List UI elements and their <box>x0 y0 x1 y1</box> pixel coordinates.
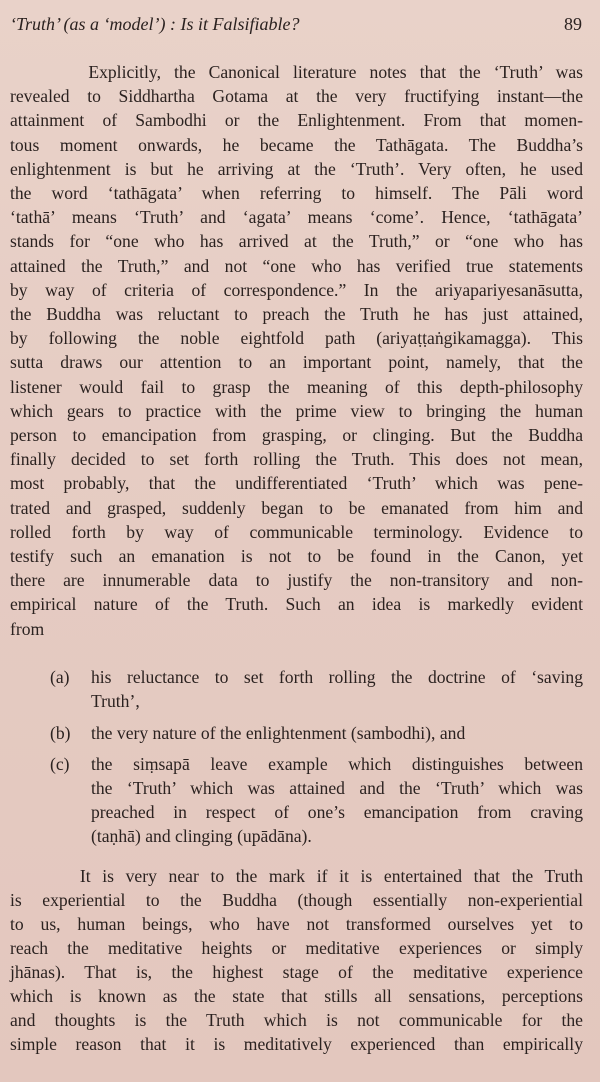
paragraph-line: reach the meditative heights or meditative experiences or simply <box>10 938 583 958</box>
chapter-title: ‘Truth’ (as a ‘model’) : Is it Falsifiable? <box>10 14 300 34</box>
list-item-label: (a) <box>50 667 70 687</box>
paragraph-line: is experiential to the Buddha (though essentially non-experiential <box>10 890 583 910</box>
list-item-line: the very nature of the enlightenment (sambodhi), and <box>91 723 466 743</box>
paragraph-line: from <box>10 618 45 639</box>
paragraph-line: there are innumerable data to justify the non-transitory and non- <box>10 570 583 591</box>
paragraph-line: most probably, that the undifferentiated ‘Truth’ which was pene- <box>10 473 583 494</box>
paragraph-line: listener would fail to grasp the meaning of this depth-philosophy <box>10 376 583 397</box>
paragraph-line: stands for “one who has arrived at the Truth,” or “one who has <box>10 231 583 252</box>
list-item-line: Truth’, <box>91 691 140 711</box>
paragraph-line: attainment of Sambodhi or the Enlightenment. From that momen- <box>10 110 583 131</box>
paragraph-line: It is very near to the mark if it is entertained that the Truth <box>10 866 583 886</box>
paragraph-line: sutta draws our attention to an important point, namely, that the <box>10 352 583 373</box>
paragraph-line: Explicitly, the Canonical literature notes that the ‘Truth’ was <box>10 62 583 82</box>
paragraph-line: jhānas). That is, the highest stage of the meditative experience <box>10 962 583 982</box>
running-header <box>10 14 582 40</box>
paragraph-line: finally decided to set forth rolling the Truth. This does not mean, <box>10 449 583 470</box>
paragraph-line: empirical nature of the Truth. Such an idea is markedly evident <box>10 594 583 615</box>
paragraph-line: which gears to practice with the prime view to bringing the human <box>10 400 583 421</box>
paragraph-line: the word ‘tathāgata’ when referring to himself. The Pāli word <box>10 183 583 203</box>
paragraph-line: and thoughts is the Truth which is not communicable for the <box>10 1010 583 1030</box>
page-number: 89 <box>564 14 582 34</box>
list-item-label: (b) <box>50 723 71 743</box>
paragraph-line: person to emancipation from grasping, or clinging. But the Buddha <box>10 425 583 445</box>
paragraph-line: tous moment onwards, he became the Tathāgata. The Buddha’s <box>10 134 583 155</box>
paragraph-line: attained the Truth,” and not “one who has verified true statements <box>10 255 583 276</box>
paragraph-line: the Buddha was reluctant to preach the Truth he has just attained, <box>10 304 583 324</box>
paragraph-line: ‘tathā’ means ‘Truth’ and ‘agata’ means ‘come’. Hence, ‘tathāgata’ <box>10 207 583 228</box>
list-item-line: preached in respect of one’s emancipation from craving <box>91 802 583 822</box>
paragraph-line: revealed to Siddhartha Gotama at the very fructifying instant—the <box>10 86 583 107</box>
paragraph-line: testify such an emanation is not to be found in the Canon, yet <box>10 546 583 566</box>
paragraph-line: simple reason that it is meditatively experienced than empirically <box>10 1034 583 1054</box>
paragraph-line: by following the noble eightfold path (ariyaṭṭaṅgikamagga). This <box>10 328 583 349</box>
list-item-line: the siṃsapā leave example which distinguishes between <box>91 754 583 774</box>
paragraph-line: rolled forth by way of communicable terminology. Evidence to <box>10 521 583 542</box>
list-item-line: (taṇhā) and clinging (upādāna). <box>91 826 312 846</box>
paragraph-line: enlightenment is but he arriving at the ‘Truth’. Very often, he used <box>10 158 583 179</box>
paragraph-line: trated and grasped, suddenly began to be emanated from him and <box>10 497 583 518</box>
paragraph-line: which is known as the state that stills all sensations, perceptions <box>10 986 583 1006</box>
paragraph-line: by way of criteria of correspondence.” In the ariyapariyesanāsutta, <box>10 279 583 300</box>
list-item-line: his reluctance to set forth rolling the doctrine of ‘saving <box>91 667 583 687</box>
list-item-label: (c) <box>50 754 70 774</box>
paragraph-line: to us, human beings, who have not transformed ourselves yet to <box>10 914 583 934</box>
list-item-line: the ‘Truth’ which was attained and the ‘Truth’ which was <box>91 778 583 798</box>
